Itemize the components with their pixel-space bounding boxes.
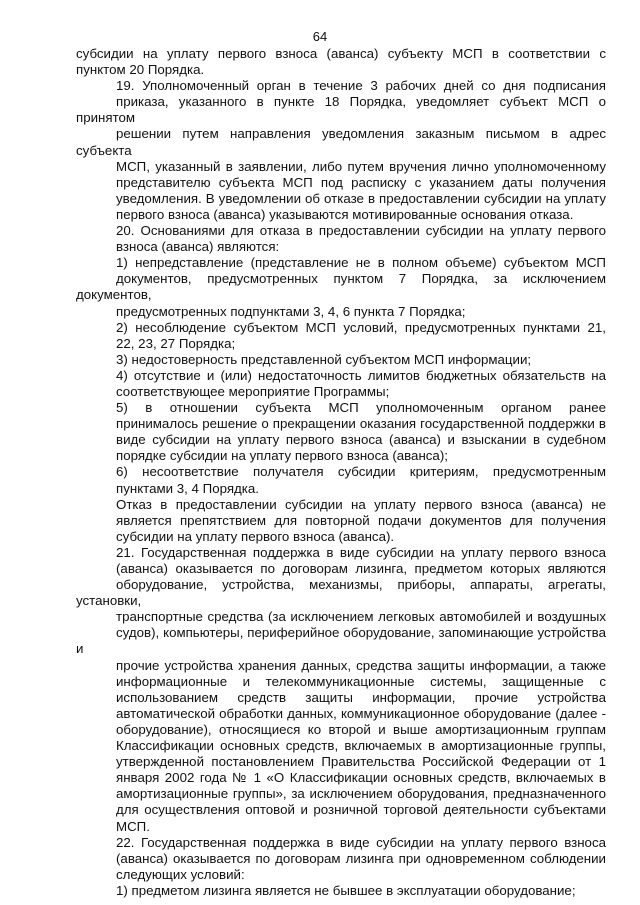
text-line: для осуществления оптовой и розничной торговой деятельности субъектами bbox=[116, 802, 606, 818]
paragraph bbox=[76, 368, 606, 400]
text-line: МСП, указанный в заявлении, либо путем вручения лично уполномоченному bbox=[116, 158, 606, 174]
text-line: субсидии на уплату первого взноса (аванса). bbox=[116, 528, 395, 544]
paragraph bbox=[76, 352, 606, 368]
text-line: оборудование), относящиеся ко второй и выше амортизационным группам bbox=[116, 721, 606, 737]
paragraph bbox=[76, 78, 606, 223]
text-line: (аванса) оказывается по договорам лизинга, предметом которых являются bbox=[116, 561, 606, 576]
text-line: прочие устройства хранения данных, средства защиты информации, а также bbox=[116, 657, 606, 673]
text-line: пунктом 20 Порядка. bbox=[76, 62, 205, 78]
text-line: 4) отсутствие и (или) недостаточность лимитов бюджетных обязательств на bbox=[116, 367, 606, 383]
text-line: 20. Основаниями для отказа в предоставлении субсидии на уплату первого bbox=[116, 223, 606, 239]
paragraph bbox=[76, 835, 606, 883]
text-line: решении путем направления уведомления заказным письмом в адрес субъекта bbox=[76, 126, 606, 158]
text-line: предусмотренных подпунктами 3, 4, 6 пункта 7 Порядка; bbox=[116, 303, 466, 319]
text-line: утвержденной постановлением Правительства Российской Федерации от 1 bbox=[116, 754, 606, 770]
text-line: документов, предусмотренных пунктом 7 Порядка, за исключением документов, bbox=[76, 271, 606, 303]
text-line: автоматической обработки данных, коммуникационное оборудование (далее - bbox=[116, 705, 606, 721]
text-line: 21. Государственная поддержка в виде субсидии на уплату первого взноса bbox=[116, 544, 606, 560]
text-line: 22. Государственная поддержка в виде субсидии на уплату первого взноса bbox=[116, 834, 606, 850]
text-line: порядке субсидии на уплату первого взноса (аванса); bbox=[116, 448, 448, 464]
text-line: 3) недостоверность представленной субъектом МСП информации; bbox=[116, 351, 532, 367]
text-line: следующих условий: bbox=[116, 866, 245, 882]
text-line: амортизационные группы», за исключением оборудования, предназначенного bbox=[116, 786, 606, 802]
paragraph bbox=[76, 320, 606, 352]
paragraph bbox=[76, 497, 606, 545]
text-line: принималось решение о прекращении оказания государственной поддержки в bbox=[116, 416, 606, 432]
text-line: 6) несоответствие получателя субсидии критериям, предусмотренным bbox=[116, 464, 606, 480]
text-line: соответствующее мероприятие Программы; bbox=[116, 383, 390, 399]
text-line: взноса (аванса) являются: bbox=[116, 239, 280, 255]
text-line: виде субсидии на уплату первого взноса (аванса) и взыскании в судебном bbox=[116, 432, 606, 448]
paragraph bbox=[76, 883, 606, 899]
text-line: приказа, указанного в пункте 18 Порядка, уведомляет субъект МСП о принятом bbox=[76, 94, 606, 126]
paragraph bbox=[76, 46, 606, 78]
paragraph bbox=[76, 400, 606, 464]
text-line: информационные и телекоммуникационные системы, защищенные с bbox=[116, 673, 606, 689]
text-line: 1) предметом лизинга является не бывшее в эксплуатации оборудование; bbox=[116, 882, 576, 898]
text-line: судов), компьютеры, периферийное оборудование, запоминающие устройства и bbox=[76, 625, 606, 657]
text-line: 2) несоблюдение субъектом МСП условий, предусмотренных пунктами 21, bbox=[116, 319, 606, 335]
paragraph bbox=[76, 255, 606, 319]
document-body bbox=[76, 46, 606, 899]
text-line: 22, 23, 27 Порядка; bbox=[116, 335, 236, 351]
paragraph bbox=[76, 223, 606, 255]
page-number: 64 bbox=[312, 29, 328, 44]
text-line: первого взноса (аванса) указываются мотивированные основания отказа. bbox=[116, 206, 574, 222]
text-line: является препятствием для повторной подачи документов для получения bbox=[116, 512, 606, 528]
text-line: МСП. bbox=[116, 818, 150, 834]
text-line: субсидии на уплату первого взноса (аванса) субъекту МСП в соответствии с bbox=[76, 46, 606, 61]
paragraph bbox=[76, 545, 606, 835]
text-line: уведомления. В уведомлении об отказе в предоставлении субсидии на уплату bbox=[116, 190, 606, 206]
text-line: использованием средств защиты информации, прочие устройства bbox=[116, 689, 606, 705]
text-line: представителю субъекта МСП под расписку с указанием даты получения bbox=[116, 174, 606, 190]
paragraph bbox=[76, 464, 606, 496]
text-line: оборудование, устройства, механизмы, приборы, аппараты, агрегаты, установки, bbox=[76, 577, 606, 609]
text-line: января 2002 года № 1 «О Классификации основных средств, включаемых в bbox=[116, 770, 606, 786]
text-line: Отказ в предоставлении субсидии на уплату первого взноса (аванса) не bbox=[116, 496, 606, 512]
text-line: 5) в отношении субъекта МСП уполномоченным органом ранее bbox=[116, 400, 606, 416]
text-line: (аванса) оказывается по договорам лизинга при одновременном соблюдении bbox=[116, 850, 606, 866]
text-line: транспортные средства (за исключением легковых автомобилей и воздушных bbox=[116, 609, 606, 625]
text-line: 1) непредставление (представление не в полном объеме) субъектом МСП bbox=[116, 255, 606, 271]
text-line: Классификации основных средств, включаемых в амортизационные группы, bbox=[116, 738, 606, 754]
text-line: 19. Уполномоченный орган в течение 3 рабочих дней со дня подписания bbox=[116, 78, 606, 94]
text-line: пунктами 3, 4 Порядка. bbox=[116, 480, 259, 496]
